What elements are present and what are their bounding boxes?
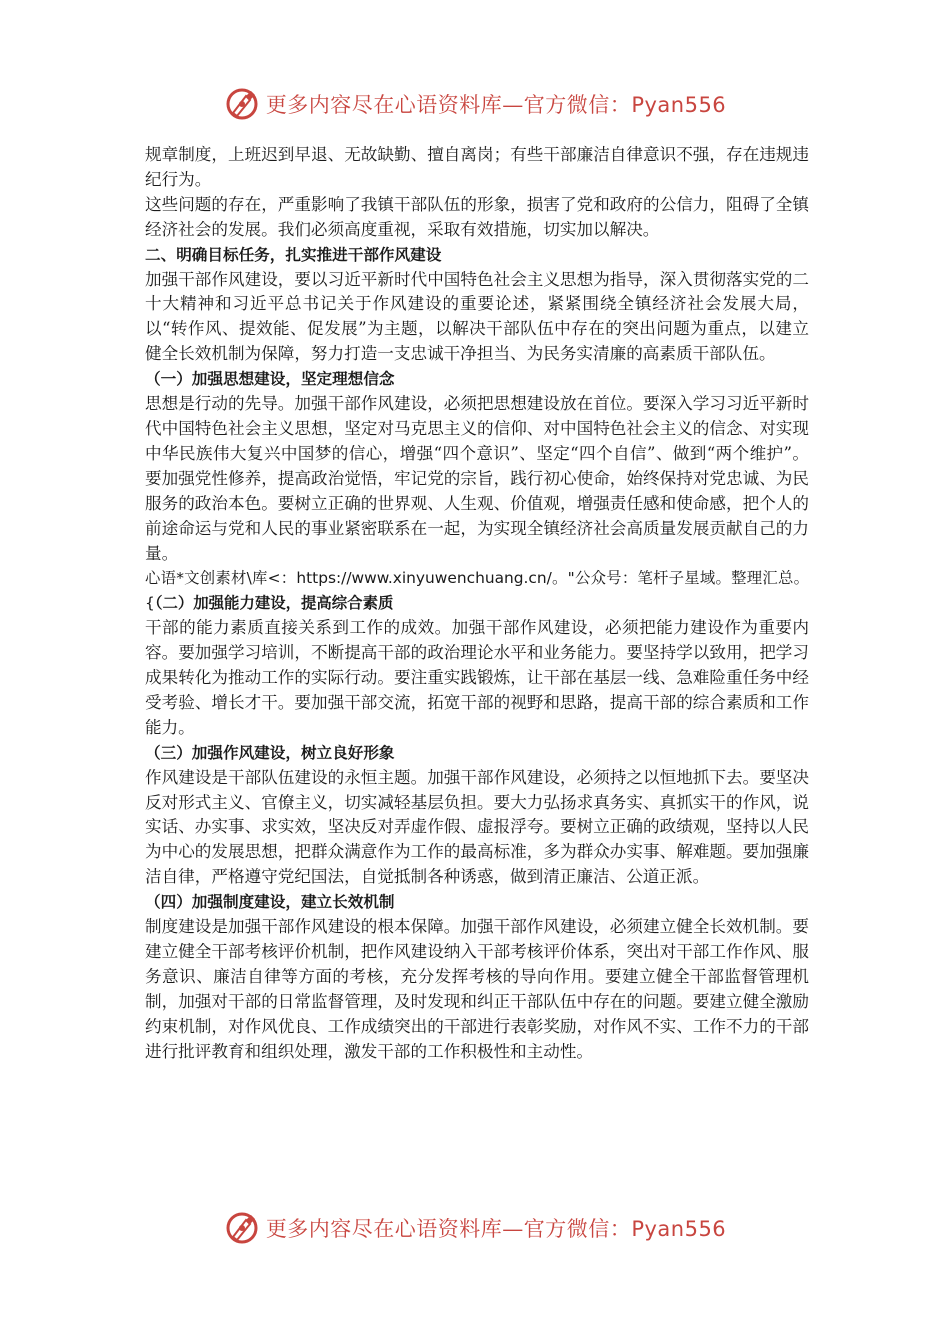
subsection-3-paragraph: 作风建设是干部队伍建设的永恒主题。加强干部作风建设，必须持之以恒地抓下去。要坚决反对形式主义、官僚主义，切实减轻基层负担。要大力弘扬求真务实、真抓实干的作风，说实话、办实事、求实效，坚决反对弄虚作假、虚报浮夸。要树立正确的政绩观，坚持以人民为中心的发展思想，把群众满意作为工作的最高标准，多为群众办实事、解难题。要加强廉洁自律，严格遵守党纪国法，自觉抵制各种诱惑，做到清正廉洁、公道正派。 bbox=[145, 767, 809, 887]
subsection-2-paragraph: 干部的能力素质直接关系到工作的成效。加强干部作风建设，必须把能力建设作为重要内容。要加强学习培训，不断提高干部的政治理论水平和业务能力。要坚持学以致用，把学习成果转化为推动工作的实际行动。要注重实践锻炼，让干部在基层一线、急难险重任务中经受考验、增长才干。要加强干部交流，拓宽干部的视野和思路，提高干部的综合素质和工作能力。 bbox=[145, 618, 809, 737]
section-2-heading: 二、明确目标任务，扎实推进干部作风建设 bbox=[145, 245, 442, 264]
paragraph-intro-2: 这些问题的存在，严重影响了我镇干部队伍的形象，损害了党和政府的公信力，阻碍了全镇经济社会的发展。我们必须高度重视，采取有效措施，切实加以解决。 bbox=[145, 194, 809, 239]
watermark-note bbox=[145, 566, 809, 616]
banner-text: 更多内容尽在心语资料库—官方微信：Pyan556 bbox=[265, 93, 727, 117]
document-body bbox=[145, 143, 809, 1065]
source-note-text: 心语*文创素材\库<：https://www.xinyuwenchuang.cn/。"公众号：笔杆子星域。整理汇总。{ bbox=[145, 569, 809, 613]
subsection-4-paragraph: 制度建设是加强干部作风建设的根本保障。加强干部作风建设，必须建立健全长效机制。要建立健全干部考核评价机制，把作风建设纳入干部考核评价体系，突出对干部工作作风、服务意识、廉洁自律等方面的考核，充分发挥考核的导向作用。要建立健全干部监督管理机制，加强对干部的日常监督管理，及时发现和纠正干部队伍中存在的问题。要建立健全激励约束机制，对作风优良、工作成绩突出的干部进行表彰奖励，对作风不实、工作不力的干部进行批评教育和组织处理，激发干部的工作积极性和主动性。 bbox=[145, 917, 809, 1061]
section-2-paragraph: 加强干部作风建设，要以习近平新时代中国特色社会主义思想为指导，深入贯彻落实党的二十大精神和习近平总书记关于作风建设的重要论述，紧紧围绕全镇经济社会发展大局，以“转作风、提效能、促发展”为主题，以解决干部队伍中存在的突出问题为重点，以建立健全长效机制为保障，努力打造一支忠诚干净担当、为民务实清廉的高素质干部队伍。 bbox=[145, 269, 809, 364]
logo-icon bbox=[224, 1210, 260, 1246]
banner-text: 更多内容尽在心语资料库—官方微信：Pyan556 bbox=[265, 1217, 727, 1241]
subsection-2-heading: （二）加强能力建设，提高综合素质 bbox=[154, 594, 394, 613]
subsection-4-heading: （四）加强制度建设，建立长效机制 bbox=[145, 893, 395, 912]
paragraph-intro-1: 规章制度，上班迟到早退、无故缺勤、擅自离岗；有些干部廉洁自律意识不强，存在违规违纪行为。 bbox=[145, 145, 809, 189]
subsection-3-heading: （三）加强作风建设，树立良好形象 bbox=[145, 743, 395, 762]
subsection-1-paragraph: 思想是行动的先导。加强干部作风建设，必须把思想建设放在首位。要深入学习习近平新时代中国特色社会主义思想，坚定对马克思主义的信仰、对中国特色社会主义的信念、对实现中华民族伟大复兴中国梦的信心，增强“四个意识”、坚定“四个自信”、做到“两个维护”。要加强党性修养，提高政治觉悟，牢记党的宗旨，践行初心使命，始终保持对党忠诚、为民服务的政治本色。要树立正确的世界观、人生观、价值观，增强责任感和使命感，把个人的前途命运与党和人民的事业紧密联系在一起，为实现全镇经济社会高质量发展贡献自己的力量。 bbox=[145, 394, 809, 563]
wechat-id: Pyan556 bbox=[631, 93, 727, 117]
wechat-id: Pyan556 bbox=[631, 1217, 727, 1241]
header-banner bbox=[0, 82, 950, 126]
subsection-1-heading: （一）加强思想建设，坚定理想信念 bbox=[145, 370, 395, 389]
logo-icon bbox=[224, 86, 260, 122]
footer-banner bbox=[0, 1206, 950, 1250]
